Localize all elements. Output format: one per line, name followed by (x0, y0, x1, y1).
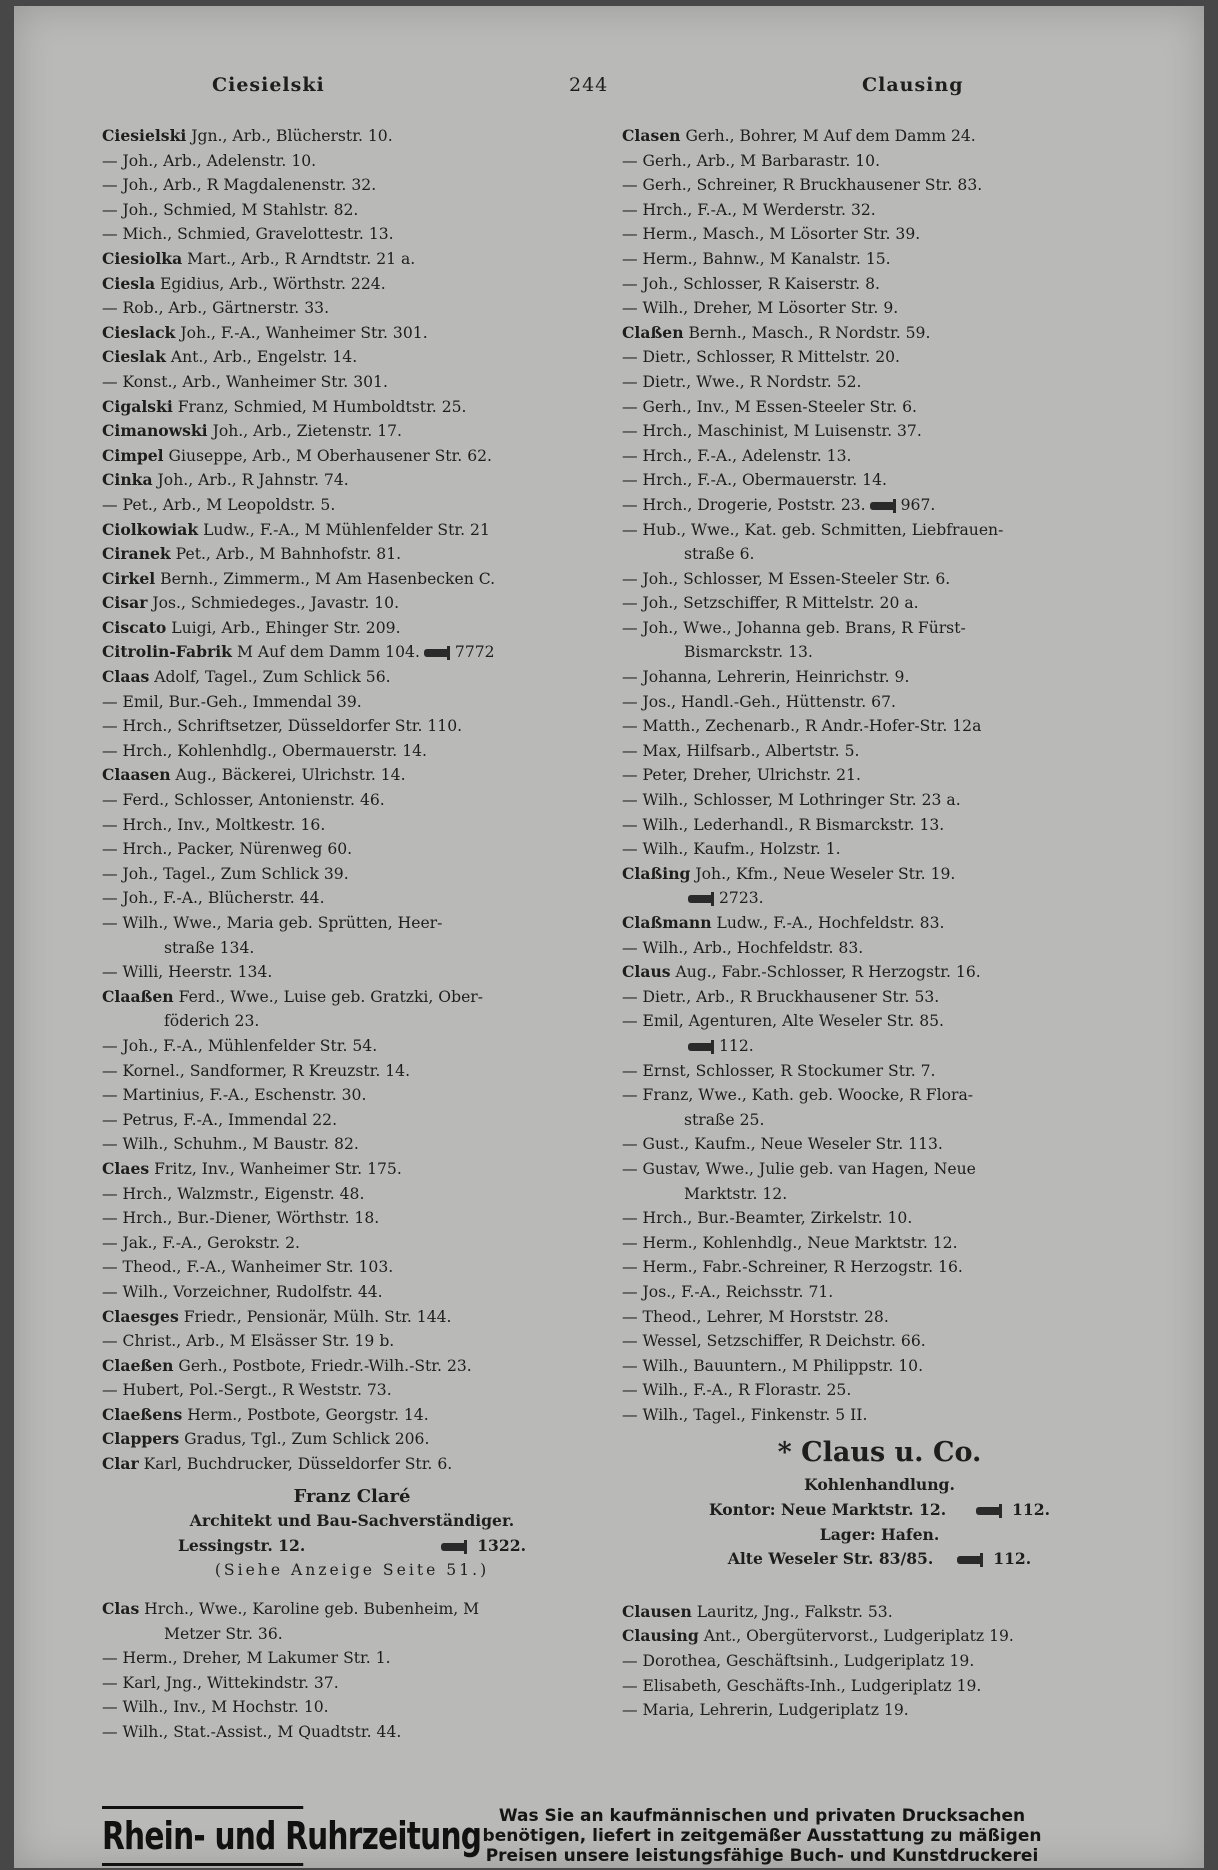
entry-text: Claes Fritz, Inv., Wanheimer Str. 175. (102, 1158, 402, 1178)
entry-text: — Joh., Setzschiffer, R Mittelstr. 20 a. (622, 594, 919, 613)
entry-text: — Gust., Kaufm., Neue Weseler Str. 113. (622, 1135, 943, 1154)
entry-text: — Herm., Bahnw., M Kanalstr. 15. (622, 249, 891, 268)
directory-entry (102, 1452, 602, 1477)
directory-entry (622, 763, 1137, 788)
directory-entry (622, 395, 1137, 420)
entry-text: — Wilh., Vorzeichner, Rudolfstr. 44. (102, 1282, 383, 1301)
directory-entry (102, 444, 602, 469)
directory-entry (622, 173, 1137, 198)
directory-entry (622, 690, 1137, 715)
entry-text: Clappers Gradus, Tgl., Zum Schlick 206. (102, 1429, 430, 1449)
entry-text: — Rob., Arb., Gärtnerstr. 33. (102, 299, 330, 318)
entry-text: — Theod., Lehrer, M Horststr. 28. (622, 1307, 889, 1326)
entry-text: — Jak., F.-A., Gerokstr. 2. (102, 1233, 300, 1252)
entry-text: Clas Hrch., Wwe., Karoline geb. Bubenheim, M (102, 1599, 480, 1619)
entry-text: föderich 23. (164, 1012, 260, 1031)
directory-entry (622, 370, 1137, 395)
directory-entry (102, 321, 602, 346)
directory-entry (102, 1059, 602, 1084)
entry-text: Ciolkowiak Ludw., F.-A., M Mühlenfelder Str. 21 (102, 519, 490, 539)
directory-entry (622, 345, 1137, 370)
directory-entry (622, 444, 1137, 469)
directory-entry (102, 1403, 602, 1428)
directory-entry (622, 862, 1137, 887)
entry-text: — Matth., Zechenarb., R Andr.-Hofer-Str. 12a (622, 717, 982, 736)
directory-entry (102, 1034, 602, 1059)
directory-entry (622, 1132, 1137, 1157)
directory-entry (622, 1009, 1137, 1034)
claus-kontor-phone: 112. (1012, 1500, 1051, 1520)
directory-entry (622, 616, 1137, 641)
entry-text: — Wilh., F.-A., R Florastr. 25. (622, 1381, 852, 1400)
directory-entry (102, 1083, 602, 1108)
directory-entry (102, 1622, 602, 1647)
entry-text: — Hrch., Walzmstr., Eigenstr. 48. (102, 1184, 365, 1203)
directory-entry (622, 788, 1137, 813)
entry-text: Ciesla Egidius, Arb., Wörthstr. 224. (102, 273, 386, 293)
entry-text: — Wilh., Schuhm., M Baustr. 82. (102, 1135, 359, 1154)
claus-alte: Alte Weseler Str. 83/85. (727, 1549, 934, 1569)
entry-text: — Johanna, Lehrerin, Heinrichstr. 9. (622, 668, 910, 687)
entry-text: Metzer Str. 36. (164, 1624, 283, 1643)
entry-text: — Gerh., Schreiner, R Bruckhausener Str. 83. (622, 176, 983, 195)
entry-text: — Dietr., Wwe., R Nordstr. 52. (622, 372, 862, 391)
directory-entry (102, 468, 602, 493)
directory-entry (102, 567, 602, 592)
entry-text: — Gerh., Inv., M Essen-Steeler Str. 6. (622, 397, 918, 416)
directory-entry (622, 985, 1137, 1010)
right-column (622, 124, 1137, 1723)
directory-entry (622, 714, 1137, 739)
entry-text: Claesges Friedr., Pensionär, Mülh. Str. 144. (102, 1306, 452, 1326)
entry-text: — Joh., Wwe., Johanna geb. Brans, R Fürst- (622, 618, 966, 637)
directory-entry (102, 1231, 602, 1256)
directory-entry (102, 1132, 602, 1157)
entry-phone: 967. (900, 495, 936, 514)
directory-entry (102, 813, 602, 838)
directory-entry (102, 763, 602, 788)
directory-entry (102, 222, 602, 247)
entry-text: Claßmann Ludw., F.-A., Hochfeldstr. 83. (622, 913, 945, 932)
entry-text: — Maria, Lehrerin, Ludgeriplatz 19. (622, 1701, 909, 1720)
directory-entry (102, 198, 602, 223)
clare-phone: 1322. (477, 1535, 527, 1555)
directory-entry (102, 395, 602, 420)
entry-text: Clar Karl, Buchdrucker, Düsseldorfer Str. 6. (102, 1454, 453, 1474)
directory-entry (622, 837, 1137, 862)
entry-text: Cimanowski Joh., Arb., Zietenstr. 17. (102, 421, 402, 441)
directory-entry (102, 1305, 602, 1330)
entry-text: — Joh., F.-A., Blücherstr. 44. (102, 889, 325, 908)
entry-text: — Franz, Wwe., Kath. geb. Woocke, R Flora- (622, 1086, 974, 1105)
entry-text: — Elisabeth, Geschäfts-Inh., Ludgeriplatz 19. (622, 1676, 982, 1695)
directory-entry (102, 1206, 602, 1231)
entry-text: — Wilh., Schlosser, M Lothringer Str. 23 a. (622, 791, 961, 810)
entry-phone: 7772 (454, 643, 495, 662)
telephone-icon (976, 1507, 1002, 1515)
entry-text: — Wilh., Stat.-Assist., M Quadtstr. 44. (102, 1723, 402, 1741)
directory-entry (102, 665, 602, 690)
entry-text: — Wilh., Kaufm., Holzstr. 1. (622, 840, 841, 859)
entry-text: Ciscato Luigi, Arb., Ehinger Str. 209. (102, 617, 401, 637)
entry-text: Clausen Lauritz, Jng., Falkstr. 53. (622, 1601, 893, 1621)
directory-entry (102, 493, 602, 518)
directory-entry (622, 1157, 1137, 1182)
entry-text: — Joh., Schlosser, R Kaiserstr. 8. (622, 274, 880, 293)
entry-text: — Ernst, Schlosser, R Stockumer Str. 7. (622, 1061, 936, 1080)
directory-entry (622, 1182, 1137, 1207)
directory-entry (622, 1059, 1137, 1084)
directory-entry (622, 739, 1137, 764)
directory-entry (622, 936, 1137, 961)
entry-text: Claus Aug., Fabr.-Schlosser, R Herzogstr. 16. (622, 962, 981, 982)
directory-entry (102, 1720, 602, 1745)
directory-entry (102, 1182, 602, 1207)
entry-text: straße 6. (684, 545, 755, 564)
entry-text: — Hrch., Bur.-Beamter, Zirkelstr. 10. (622, 1209, 913, 1228)
directory-entry (622, 911, 1137, 936)
directory-entry (622, 1083, 1137, 1108)
footer-text (382, 1806, 1142, 1866)
entry-text: — Wilh., Wwe., Maria geb. Sprütten, Heer- (102, 914, 443, 932)
clare-advertisement (102, 1485, 602, 1583)
entry-text: — Ferd., Schlosser, Antonienstr. 46. (102, 791, 385, 810)
entry-text: straße 134. (164, 938, 255, 957)
directory-entry (622, 1378, 1137, 1403)
directory-entry (102, 1354, 602, 1379)
directory-entry (622, 1108, 1137, 1133)
directory-entry (622, 1674, 1137, 1699)
directory-entry (622, 1403, 1137, 1428)
directory-entry (102, 124, 602, 149)
entry-text: — Joh., Arb., Adelenstr. 10. (102, 151, 317, 170)
directory-entry (622, 518, 1137, 543)
directory-entry (622, 886, 1137, 911)
entry-text: Cieslack Joh., F.-A., Wanheimer Str. 301. (102, 322, 428, 342)
entry-text: Cirkel Bernh., Zimmerm., M Am Hasenbecken C. (102, 568, 496, 588)
entry-text: — Hub., Wwe., Kat. geb. Schmitten, Liebfrauen- (622, 520, 1004, 539)
telephone-icon (688, 1043, 714, 1051)
entry-text: — Hrch., F.-A., Obermauerstr. 14. (622, 471, 887, 490)
entry-text: — Willi, Heerstr. 134. (102, 963, 273, 982)
entry-text: — Dietr., Arb., R Bruckhausener Str. 53. (622, 987, 940, 1006)
entry-text: Ciesielski Jgn., Arb., Blücherstr. 10. (102, 126, 393, 145)
entry-text: — Hrch., Packer, Nürenweg 60. (102, 840, 353, 859)
entry-text: — Dorothea, Geschäftsinh., Ludgeriplatz 19. (622, 1652, 975, 1671)
entry-text: Claßen Bernh., Masch., R Nordstr. 59. (622, 322, 931, 342)
directory-entry (102, 788, 602, 813)
clare-profession: Architekt und Bau-Sachverständiger. (189, 1511, 515, 1531)
clare-address: Lessingstr. 12. (177, 1535, 306, 1555)
left-entries (102, 124, 602, 1477)
entry-text: — Hrch., Kohlenhdlg., Obermauerstr. 14. (102, 741, 428, 760)
telephone-icon (870, 502, 896, 510)
clare-note: (Siehe Anzeige Seite 51.) (214, 1561, 490, 1580)
directory-entry (102, 739, 602, 764)
directory-entry (102, 1329, 602, 1354)
entry-text: — Herm., Fabr.-Schreiner, R Herzogstr. 16. (622, 1258, 963, 1277)
entry-text: — Herm., Dreher, M Lakumer Str. 1. (102, 1649, 391, 1668)
entry-text: — Hubert, Pol.-Sergt., R Weststr. 73. (102, 1381, 392, 1400)
directory-entry (102, 518, 602, 543)
directory-entry (102, 1427, 602, 1452)
directory-entry (102, 1671, 602, 1696)
entry-text: — Hrch., Drogerie, Poststr. 23. (622, 495, 866, 514)
entry-text: — Wessel, Setzschiffer, R Deichstr. 66. (622, 1332, 926, 1351)
entry-text: — Konst., Arb., Wanheimer Str. 301. (102, 372, 388, 391)
directory-entry (102, 886, 602, 911)
directory-entry (622, 1329, 1137, 1354)
directory-entry (622, 542, 1137, 567)
footer-line-2: benötigen, liefert in zeitgemäßer Ausstattung zu mäßigen (482, 1826, 1042, 1846)
left-running-head: Ciesielski (212, 74, 325, 96)
entry-text: — Mich., Schmied, Gravelottestr. 13. (102, 225, 394, 244)
footer-line-3: Preisen unsere leistungsfähige Buch- und Kunstdruckerei (485, 1846, 1039, 1866)
entry-text: — Hrch., F.-A., Adelenstr. 13. (622, 446, 852, 465)
directory-entry (622, 640, 1137, 665)
directory-entry (622, 1034, 1137, 1059)
entry-text: straße 25. (684, 1110, 765, 1129)
footer-advertisement (102, 1806, 1152, 1866)
directory-entry (102, 370, 602, 395)
directory-entry (102, 862, 602, 887)
directory-entry (622, 813, 1137, 838)
telephone-icon (424, 649, 450, 657)
entry-text: — Joh., Schlosser, M Essen-Steeler Str. 6. (622, 569, 951, 588)
entry-text: Claeßen Gerh., Postbote, Friedr.-Wilh.-Str. 23. (102, 1355, 472, 1375)
entry-text: — Emil, Agenturen, Alte Weseler Str. 85. (622, 1012, 945, 1031)
entry-text: — Wilh., Inv., M Hochstr. 10. (102, 1698, 329, 1717)
entry-text: — Herm., Masch., M Lösorter Str. 39. (622, 225, 921, 244)
directory-entry (622, 296, 1137, 321)
directory-entry (622, 321, 1137, 346)
directory-entry (622, 419, 1137, 444)
directory-entry (622, 468, 1137, 493)
directory-entry (102, 911, 602, 936)
newspaper-logo: Rhein- und Ruhrzeitung (102, 1806, 303, 1866)
claus-title: * Claus u. Co. (777, 1437, 982, 1469)
directory-entry (102, 985, 602, 1010)
entry-text: Clausing Ant., Obergütervorst., Ludgeriplatz 19. (622, 1626, 1014, 1646)
entry-phone: 2723. (719, 889, 764, 908)
telephone-icon (957, 1556, 983, 1564)
entry-text: — Joh., Schmied, M Stahlstr. 82. (102, 200, 359, 219)
entry-text: Claasen Aug., Bäckerei, Ulrichstr. 14. (102, 765, 406, 785)
directory-entry (622, 149, 1137, 174)
right-entries-after-ad (622, 1600, 1137, 1723)
directory-entry (102, 1108, 602, 1133)
directory-entry (102, 247, 602, 272)
entry-text: Cigalski Franz, Schmied, M Humboldtstr. 25. (102, 396, 467, 416)
entry-text: Bismarckstr. 13. (684, 643, 813, 662)
right-running-head: Clausing (862, 74, 964, 96)
directory-entry (622, 1255, 1137, 1280)
entry-text: Claaßen Ferd., Wwe., Luise geb. Gratzki, Ober- (102, 986, 484, 1006)
directory-page (14, 6, 1204, 1868)
directory-entry (102, 1009, 602, 1034)
entry-text: — Wilh., Dreher, M Lösorter Str. 9. (622, 299, 899, 318)
entry-text: — Max, Hilfsarb., Albertstr. 5. (622, 741, 860, 760)
entry-text: Ciranek Pet., Arb., M Bahnhofstr. 81. (102, 544, 402, 564)
entry-text: Ciesiolka Mart., Arb., R Arndtstr. 21 a. (102, 248, 416, 268)
left-column (102, 124, 602, 1745)
entry-text: — Joh., Tagel., Zum Schlick 39. (102, 864, 349, 883)
entry-text: — Hrch., F.-A., M Werderstr. 32. (622, 200, 876, 219)
right-entries (622, 124, 1137, 1427)
entry-text: — Joh., Arb., R Magdalenenstr. 32. (102, 176, 377, 195)
claus-lager: Lager: Hafen. (819, 1524, 940, 1544)
directory-entry (102, 1597, 602, 1622)
directory-entry (622, 124, 1137, 149)
directory-entry (102, 1255, 602, 1280)
directory-entry (102, 690, 602, 715)
directory-entry (622, 591, 1137, 616)
entry-text: — Herm., Kohlenhdlg., Neue Marktstr. 12. (622, 1233, 958, 1252)
directory-entry (102, 936, 602, 961)
entry-text: Claeßens Herm., Postbote, Georgstr. 14. (102, 1404, 429, 1424)
entry-text: Marktstr. 12. (684, 1184, 788, 1203)
entry-text: — Peter, Dreher, Ulrichstr. 21. (622, 766, 861, 785)
claus-kontor: Kontor: Neue Marktstr. 12. (708, 1500, 947, 1520)
directory-entry (102, 1646, 602, 1671)
entry-text: — Martinius, F.-A., Eschenstr. 30. (102, 1086, 367, 1105)
directory-entry (622, 222, 1137, 247)
entry-text: Cieslak Ant., Arb., Engelstr. 14. (102, 347, 358, 367)
directory-entry (622, 665, 1137, 690)
entry-text: Cisar Jos., Schmiedeges., Javastr. 10. (102, 593, 400, 613)
entry-text: — Jos., F.-A., Reichsstr. 71. (622, 1282, 834, 1301)
directory-entry (102, 1378, 602, 1403)
directory-entry (622, 493, 1137, 518)
directory-entry (102, 272, 602, 297)
footer-line-1: Was Sie an kaufmännischen und privaten Drucksachen (498, 1806, 1026, 1826)
entry-text: — Christ., Arb., M Elsässer Str. 19 b. (102, 1332, 395, 1351)
entry-text: — Dietr., Schlosser, R Mittelstr. 20. (622, 348, 900, 367)
directory-entry (102, 616, 602, 641)
directory-entry (622, 960, 1137, 985)
telephone-icon (688, 895, 714, 903)
directory-entry (102, 714, 602, 739)
directory-entry (102, 1695, 602, 1720)
directory-entry (622, 1231, 1137, 1256)
entry-text: — Hrch., Schriftsetzer, Düsseldorfer Str. 110. (102, 717, 463, 736)
entry-text: Cimpel Giuseppe, Arb., M Oberhausener Str. 62. (102, 445, 493, 465)
directory-entry (102, 640, 602, 665)
entry-text: — Hrch., Maschinist, M Luisenstr. 37. (622, 422, 922, 441)
directory-entry (102, 960, 602, 985)
directory-entry (622, 1649, 1137, 1674)
directory-entry (622, 1206, 1137, 1231)
entry-text: — Jos., Handl.-Geh., Hüttenstr. 67. (622, 692, 896, 711)
entry-text: — Theod., F.-A., Wanheimer Str. 103. (102, 1258, 394, 1277)
directory-entry (102, 1157, 602, 1182)
claus-advertisement (622, 1433, 1137, 1571)
directory-entry (622, 272, 1137, 297)
entry-text: — Karl, Jng., Wittekindstr. 37. (102, 1673, 339, 1692)
entry-text: Citrolin-Fabrik M Auf dem Damm 104. (102, 642, 420, 662)
entry-text: — Hrch., Inv., Moltkestr. 16. (102, 815, 326, 834)
directory-entry (102, 345, 602, 370)
directory-entry (102, 837, 602, 862)
entry-text: — Hrch., Bur.-Diener, Wörthstr. 18. (102, 1209, 380, 1228)
entry-text: Clasen Gerh., Bohrer, M Auf dem Damm 24. (622, 126, 976, 145)
directory-entry (102, 591, 602, 616)
entry-text: — Emil, Bur.-Geh., Immendal 39. (102, 692, 362, 711)
claus-subtitle: Kohlenhandlung. (804, 1475, 955, 1495)
directory-entry (622, 1305, 1137, 1330)
directory-entry (622, 1624, 1137, 1649)
entry-phone: 112. (719, 1036, 754, 1055)
directory-entry (622, 1600, 1137, 1625)
directory-entry (622, 567, 1137, 592)
directory-entry (622, 198, 1137, 223)
directory-entry (102, 419, 602, 444)
directory-entry (102, 296, 602, 321)
entry-text: — Joh., F.-A., Mühlenfelder Str. 54. (102, 1036, 378, 1055)
entry-text: — Gustav, Wwe., Julie geb. van Hagen, Neue (622, 1159, 976, 1178)
left-entries-after-ad (102, 1597, 602, 1745)
telephone-icon (441, 1543, 467, 1551)
entry-text: — Petrus, F.-A., Immendal 22. (102, 1110, 338, 1129)
entry-text: — Wilh., Arb., Hochfeldstr. 83. (622, 938, 864, 957)
directory-entry (622, 1354, 1137, 1379)
directory-entry (102, 173, 602, 198)
directory-entry (102, 1280, 602, 1305)
entry-text: — Pet., Arb., M Leopoldstr. 5. (102, 495, 336, 514)
directory-entry (102, 542, 602, 567)
entry-text: — Wilh., Bauuntern., M Philippstr. 10. (622, 1356, 924, 1375)
entry-text: — Kornel., Sandformer, R Kreuzstr. 14. (102, 1061, 411, 1080)
entry-text: Cinka Joh., Arb., R Jahnstr. 74. (102, 470, 349, 490)
entry-text: — Wilh., Tagel., Finkenstr. 5 II. (622, 1405, 868, 1424)
entry-text: Claas Adolf, Tagel., Zum Schlick 56. (102, 667, 391, 687)
entry-text: — Gerh., Arb., M Barbarastr. 10. (622, 151, 881, 170)
entry-text: — Wilh., Lederhandl., R Bismarckstr. 13. (622, 815, 945, 834)
entry-text: Claßing Joh., Kfm., Neue Weseler Str. 19. (622, 863, 956, 883)
directory-entry (622, 1698, 1137, 1723)
directory-entry (622, 247, 1137, 272)
directory-entry (622, 1280, 1137, 1305)
page-number: 244 (569, 74, 609, 96)
directory-entry (102, 149, 602, 174)
clare-name: Franz Claré (293, 1485, 411, 1507)
claus-alte-phone: 112. (993, 1549, 1032, 1569)
